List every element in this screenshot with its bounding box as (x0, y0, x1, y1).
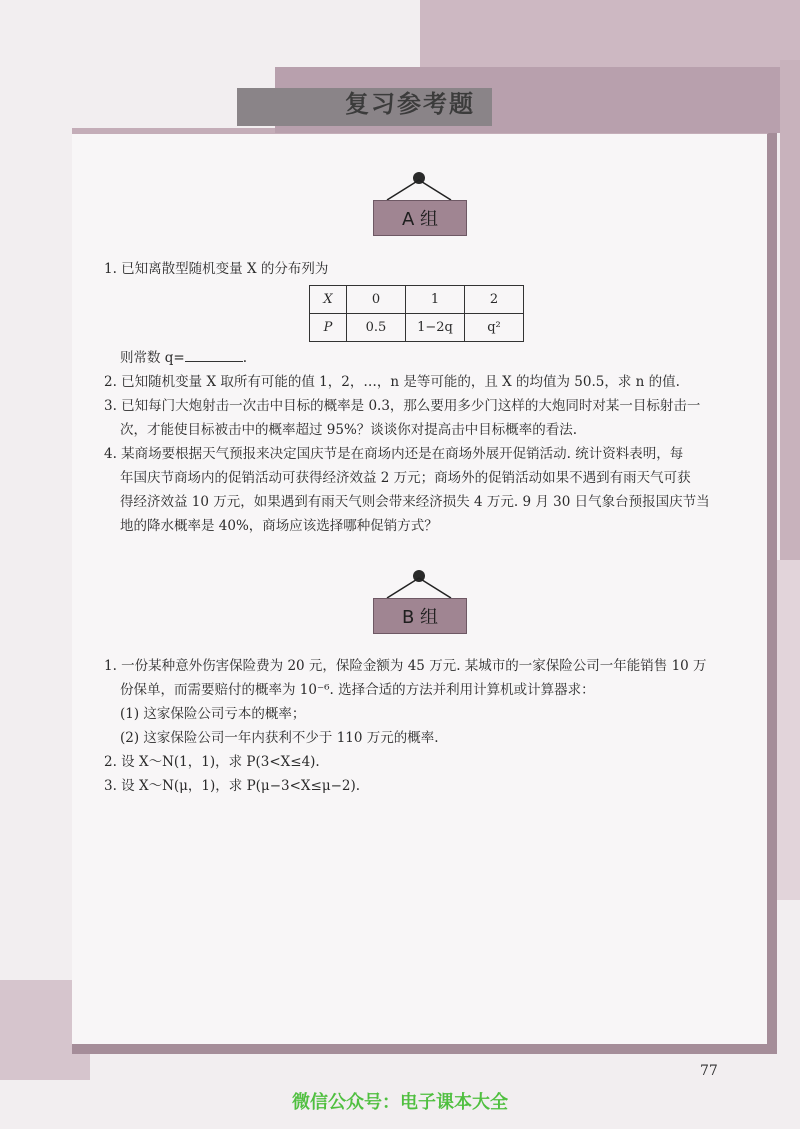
distribution-table (309, 285, 524, 342)
page-title: 复习参考题 (345, 90, 475, 118)
table-cell: 0.5 (347, 314, 406, 342)
table-row (310, 286, 524, 314)
group-b-q1-sub1: (1) 这家保险公司亏本的概率； (120, 706, 306, 722)
table-row (310, 314, 524, 342)
group-a-q4-line4: 地的降水概率是 40%，商场应该选择哪种促销方式？ (120, 518, 438, 534)
table-cell: 0 (347, 286, 406, 314)
table-cell: P (310, 314, 347, 342)
page-number: 77 (700, 1063, 718, 1079)
group-b-q1-line2: 份保单，而需要赔付的概率为 10⁻⁶. 选择合适的方法并利用计算机或计算器求： (120, 682, 595, 698)
group-a-q2: 2. 已知随机变量 X 取所有可能的值 1，2，…，n 是等可能的，且 X 的均值为 50.5，求 n 的值. (104, 374, 680, 390)
group-a-q1-intro: 1. 已知离散型随机变量 X 的分布列为 (104, 261, 329, 277)
group-a-q1-tail (120, 346, 247, 370)
group-a-q3-line2: 次，才能使目标被击中的概率超过 95%？谈谈你对提高击中目标概率的看法. (120, 422, 578, 438)
group-a-label: A 组 (373, 200, 467, 236)
table-cell: 1−2q (406, 314, 465, 342)
group-b-label: B 组 (373, 598, 467, 634)
q1-tail-text: 则常数 q= (120, 350, 185, 366)
group-b-q1-sub2: (2) 这家保险公司一年内获利不少于 110 万元的概率. (120, 730, 439, 746)
decorative-block-top (420, 0, 800, 70)
group-a-q3-line1: 3. 已知每门大炮射击一次击中目标的概率是 0.3，那么要用多少门这样的大炮同时对某一目标射击一 (104, 398, 701, 414)
table-cell: X (310, 286, 347, 314)
group-b-q1-line1: 1. 一份某种意外伤害保险费为 20 元，保险金额为 45 万元. 某城市的一家保险公司一年能销售 10 万 (104, 658, 707, 674)
table-cell: 1 (406, 286, 465, 314)
sign-string-icon (385, 576, 453, 598)
answer-blank (185, 347, 243, 362)
group-b-q2: 2. 设 X～N(1，1)，求 P(3<X≤4). (104, 754, 320, 770)
group-a-q4-line3: 得经济效益 10 万元，如果遇到有雨天气则会带来经济损失 4 万元. 9 月 30 日气象台预报国庆节当 (120, 494, 710, 510)
table-cell: q² (465, 314, 524, 342)
group-a-q4-line2: 年国庆节商场内的促销活动可获得经济效益 2 万元；商场外的促销活动如果不遇到有雨天气可获 (120, 470, 691, 486)
group-b-q3: 3. 设 X～N(μ，1)，求 P(μ−3<X≤μ−2). (104, 778, 361, 794)
q1-tail-end: . (242, 350, 248, 366)
sign-string-icon (385, 178, 453, 200)
footer-watermark: 微信公众号：电子课本大全 (292, 1092, 508, 1113)
table-cell: 2 (465, 286, 524, 314)
group-a-q4-line1: 4. 某商场要根据天气预报来决定国庆节是在商场内还是在商场外展开促销活动. 统计资料表明，每 (104, 446, 684, 462)
